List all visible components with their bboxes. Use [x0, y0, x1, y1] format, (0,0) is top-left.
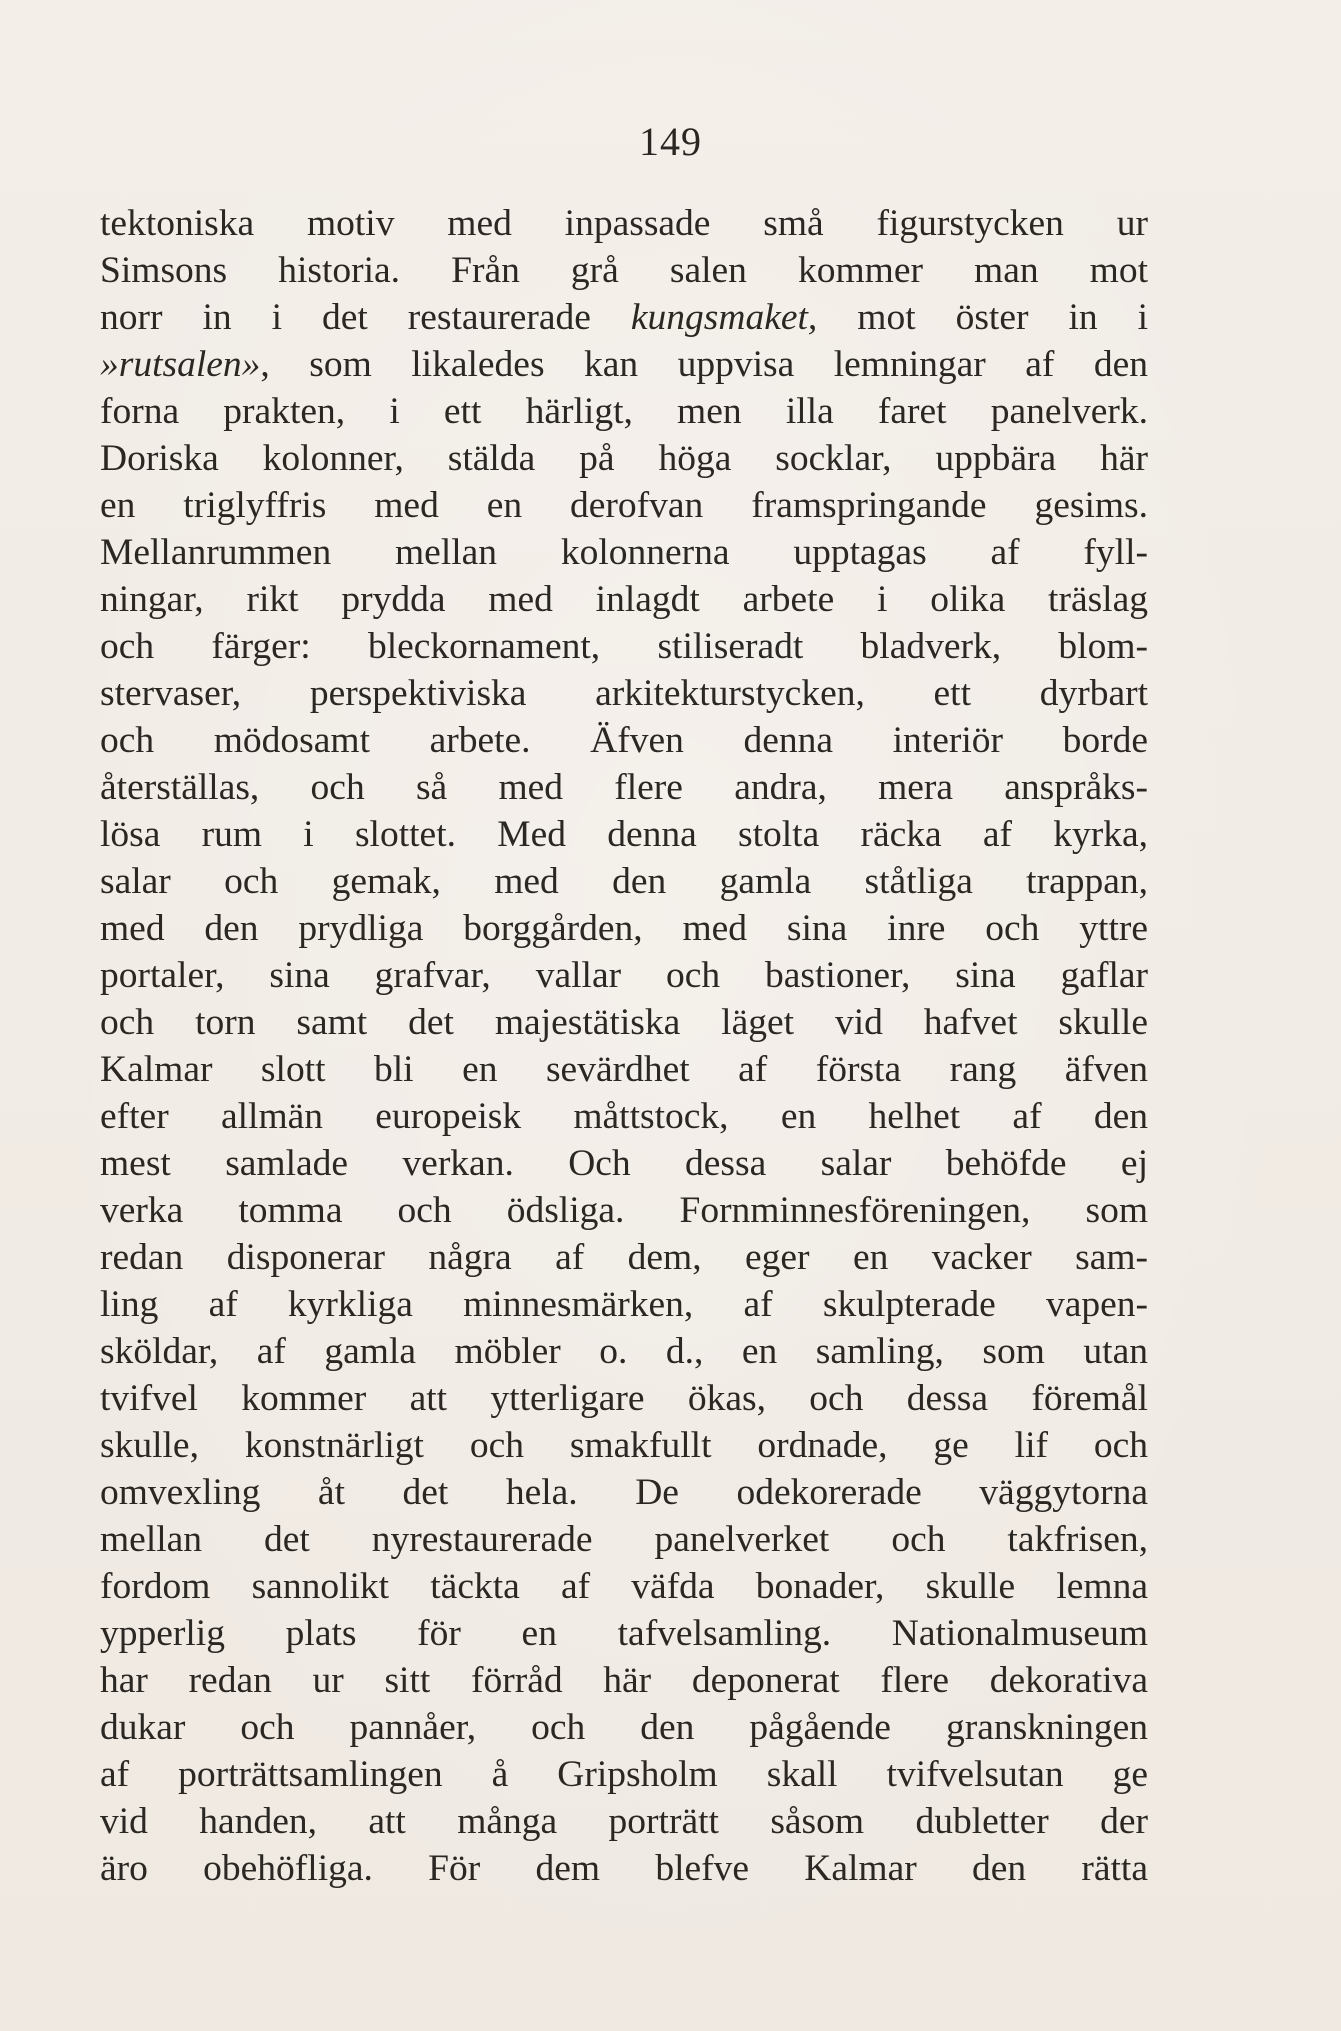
text-segment: ling af kyrkliga minnesmärken, af skulpterade vapen- — [100, 1284, 1148, 1325]
page-number: 149 — [639, 119, 702, 164]
text-segment: och torn samt det majestätiska läget vid hafvet skulle — [100, 1002, 1148, 1043]
text-segment: Kalmar slott bli en sevärdhet af första rang äfven — [100, 1049, 1148, 1090]
text-segment: mot öster in i — [817, 297, 1148, 338]
text-line — [100, 1046, 1148, 1093]
text-segment: med den prydliga borggården, med sina inre och yttre — [100, 908, 1148, 949]
text-line — [100, 576, 1148, 623]
text-line — [100, 1375, 1148, 1422]
text-segment: en triglyffris med en derofvan framspringande gesims. — [100, 485, 1148, 526]
text-segment: mellan det nyrestaurerade panelverket och takfrisen, — [100, 1519, 1148, 1560]
text-line — [100, 388, 1148, 435]
text-line — [100, 1563, 1148, 1610]
text-segment: salar och gemak, med den gamla ståtliga trappan, — [100, 861, 1148, 902]
text-line — [100, 1093, 1148, 1140]
body-text — [100, 200, 1148, 1892]
text-segment: Doriska kolonner, stälda på höga socklar, uppbära här — [100, 438, 1148, 479]
text-line — [100, 1140, 1148, 1187]
text-segment: tektoniska motiv med inpassade små figurstycken ur — [100, 203, 1148, 244]
text-segment: ypperlig plats för en tafvelsamling. Nationalmuseum — [100, 1613, 1148, 1654]
text-segment: och färger: bleckornament, stiliseradt bladverk, blom- — [100, 626, 1148, 667]
text-segment: redan disponerar några af dem, eger en vacker sam- — [100, 1237, 1148, 1278]
text-line — [100, 200, 1148, 247]
text-line — [100, 1657, 1148, 1704]
text-line — [100, 717, 1148, 764]
text-line — [100, 764, 1148, 811]
text-line — [100, 670, 1148, 717]
text-segment: vid handen, att många porträtt såsom dubletter der — [100, 1801, 1148, 1842]
text-segment: omvexling åt det hela. De odekorerade väggytorna — [100, 1472, 1148, 1513]
text-line — [100, 1845, 1148, 1892]
text-line — [100, 905, 1148, 952]
text-segment: efter allmän europeisk måttstock, en helhet af den — [100, 1096, 1148, 1137]
text-line — [100, 1516, 1148, 1563]
text-line — [100, 341, 1148, 388]
italic-text-segment: kungsmaket, — [630, 297, 818, 338]
text-segment: forna prakten, i ett härligt, men illa faret panelverk. — [100, 391, 1148, 432]
text-segment: af porträttsamlingen å Gripsholm skall tvifvelsutan ge — [100, 1754, 1148, 1795]
text-segment: portaler, sina grafvar, vallar och bastioner, sina gaflar — [100, 955, 1148, 996]
text-segment: har redan ur sitt förråd här deponerat flere dekorativa — [100, 1660, 1148, 1701]
text-line — [100, 529, 1148, 576]
text-segment: , som likaledes kan uppvisa lemningar af den — [260, 344, 1148, 385]
text-line — [100, 1281, 1148, 1328]
text-segment: skulle, konstnärligt och smakfullt ordnade, ge lif och — [100, 1425, 1148, 1466]
text-segment: Mellanrummen mellan kolonnerna upptagas af fyll- — [100, 532, 1148, 573]
text-segment: sköldar, af gamla möbler o. d., en samling, som utan — [100, 1331, 1148, 1372]
text-line — [100, 1610, 1148, 1657]
text-line — [100, 1751, 1148, 1798]
text-segment: verka tomma och ödsliga. Fornminnesföreningen, som — [100, 1190, 1148, 1231]
text-segment: äro obehöfliga. För dem blefve Kalmar den rätta — [100, 1848, 1148, 1889]
text-segment: dukar och pannåer, och den pågående granskningen — [100, 1707, 1148, 1748]
text-line — [100, 623, 1148, 670]
text-segment: Simsons historia. Från grå salen kommer man mot — [100, 250, 1148, 291]
text-line — [100, 1187, 1148, 1234]
text-line — [100, 952, 1148, 999]
text-line — [100, 1328, 1148, 1375]
text-segment: tvifvel kommer att ytterligare ökas, och dessa föremål — [100, 1378, 1148, 1419]
text-line — [100, 1704, 1148, 1751]
text-segment: stervaser, perspektiviska arkitekturstycken, ett dyrbart — [100, 673, 1148, 714]
text-segment: lösa rum i slottet. Med denna stolta räcka af kyrka, — [100, 814, 1148, 855]
text-segment: återställas, och så med flere andra, mera anspråks- — [100, 767, 1148, 808]
text-line — [100, 1798, 1148, 1845]
text-line — [100, 1469, 1148, 1516]
text-line — [100, 999, 1148, 1046]
text-line — [100, 1422, 1148, 1469]
text-line — [100, 435, 1148, 482]
text-line — [100, 247, 1148, 294]
text-segment: och mödosamt arbete. Äfven denna interiör borde — [100, 720, 1148, 761]
text-segment: norr in i det restaurerade — [100, 297, 631, 338]
text-line — [100, 482, 1148, 529]
text-segment: ningar, rikt prydda med inlagdt arbete i olika träslag — [100, 579, 1148, 620]
text-segment: mest samlade verkan. Och dessa salar behöfde ej — [100, 1143, 1148, 1184]
text-line — [100, 1234, 1148, 1281]
text-segment: fordom sannolikt täckta af väfda bonader, skulle lemna — [100, 1566, 1148, 1607]
italic-text-segment: »rutsalen» — [100, 344, 261, 385]
text-line — [100, 811, 1148, 858]
text-line — [100, 294, 1148, 341]
text-line — [100, 858, 1148, 905]
